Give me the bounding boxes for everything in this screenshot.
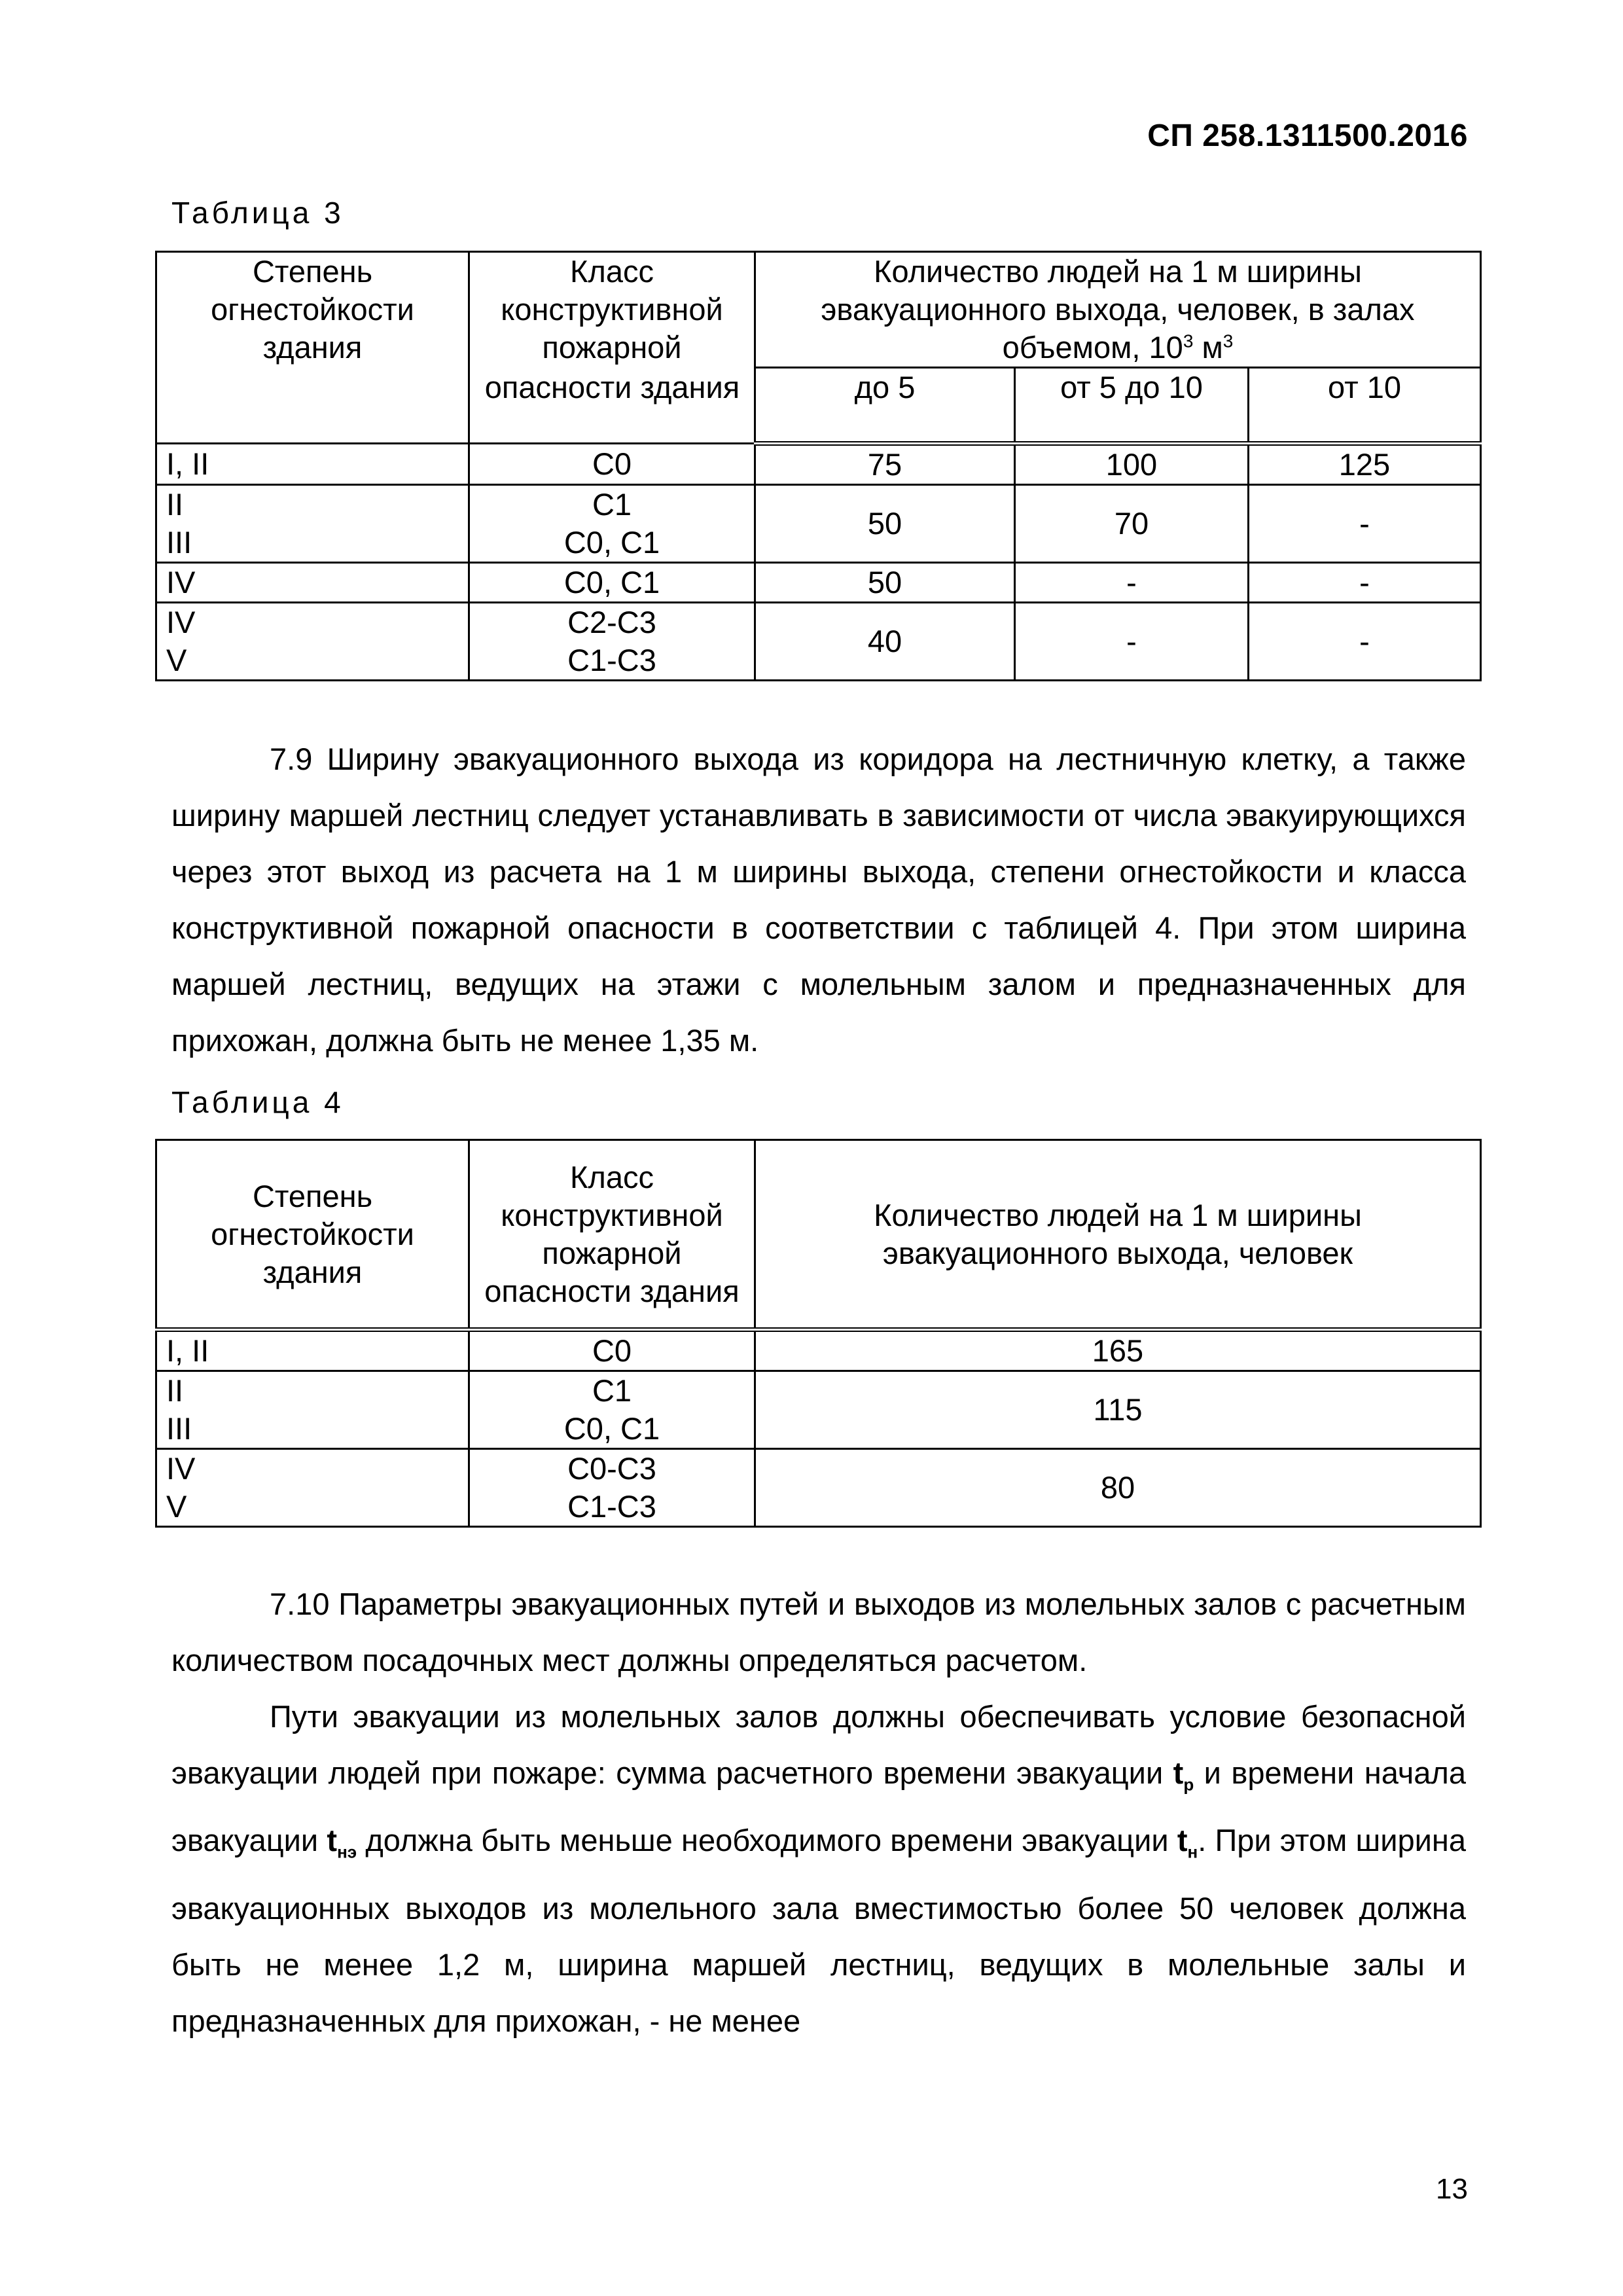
table4-header-class: Класс конструктивной пожарной опасности здания [469, 1140, 755, 1330]
cell: 165 [755, 1330, 1481, 1371]
table-row [156, 485, 1481, 563]
cell: I, II [156, 444, 469, 485]
cell: 50 [755, 563, 1015, 603]
cell: 100 [1015, 444, 1249, 485]
cell: 80 [755, 1449, 1481, 1527]
cell: I, II [156, 1330, 469, 1371]
table-row [156, 1371, 1481, 1449]
table3-sub-header: до 5 [755, 368, 1015, 444]
page-number: 13 [1436, 2173, 1468, 2205]
cell: IV [156, 563, 469, 603]
document-code: СП 258.1311500.2016 [1147, 118, 1468, 153]
cell: - [1015, 563, 1249, 603]
table-row [156, 603, 1481, 681]
cell: II III [156, 485, 469, 563]
cell: - [1249, 563, 1481, 603]
cell: 40 [755, 603, 1015, 681]
table-row [156, 1330, 1481, 1371]
table4-caption: Таблица 4 [171, 1085, 344, 1119]
cell: С0 [469, 444, 755, 485]
table-row [156, 563, 1481, 603]
cell: С2-С3 С1-С3 [469, 603, 755, 681]
paragraph-7-9: 7.9 Ширину эвакуационного выхода из коридора на лестничную клетку, а также ширину маршей лестниц следует устанавливать в зависимости от числа эвакуирующихся через этот выход из расчета на 1 м ширины выхода, степени огнестойкости и класса конструктивной пожарной опасности в соответствии с таблицей 4. При этом ширина маршей лестниц, ведущих на этажи с молельным залом и предназначенных для прихожан, должна быть не менее 1,35 м. [171, 742, 1466, 1058]
paragraph-evacuation-paths: Пути эвакуации из молельных залов должны обеспечивать условие безопасной эвакуации людей при пожаре: сумма расчетного времени эвакуации $t_р$ и времени начала эвакуации $t_{нэ}$ должна быть меньше необходимого времени эвакуации $t_н$. При этом ширина эвакуационных выходов из молельного зала вместимостью более 50 человек должна быть не менее 1,2 м, ширина маршей лестниц, ведущих в молельные залы и предназначенных для прихожан, - не менее [171, 1699, 1466, 2038]
table4 [155, 1139, 1482, 1528]
table3-header-degree: Степень огнестойкости здания [156, 252, 469, 444]
cell: - [1249, 603, 1481, 681]
symbol-tp: $t_р$ [1173, 1755, 1194, 1795]
cell: - [1249, 485, 1481, 563]
table-row [156, 444, 1481, 485]
symbol-tne: $t_{нэ}$ [327, 1823, 357, 1862]
cell: С0-С3 С1-С3 [469, 1449, 755, 1527]
table3-header-class-cont: опасности здания [484, 370, 740, 404]
cell: IV V [156, 603, 469, 681]
cell: 50 [755, 485, 1015, 563]
table3-caption: Таблица 3 [171, 196, 344, 230]
table4-header-count: Количество людей на 1 м ширины эвакуационного выхода, человек [755, 1140, 1481, 1330]
cell: IV V [156, 1449, 469, 1527]
cell: - [1015, 603, 1249, 681]
cell: 115 [755, 1371, 1481, 1449]
cell: 125 [1249, 444, 1481, 485]
table4-header-degree: Степень огнестойкости здания [156, 1140, 469, 1330]
cell: С1 С0, С1 [469, 1371, 755, 1449]
symbol-tn: $t_н$ [1177, 1823, 1198, 1862]
table3-header-class: Класс конструктивной пожарной [469, 252, 755, 444]
cell: 75 [755, 444, 1015, 485]
cell: С0 [469, 1330, 755, 1371]
paragraph-7-10: 7.10 Параметры эвакуационных путей и выходов из молельных залов с расчетным количеством посадочных мест должны определяться расчетом. [171, 1587, 1466, 1677]
table3-header-group: Количество людей на 1 м ширины эвакуационного выхода, человек, в залах объемом, $10^3$ $м^3$ [755, 252, 1481, 368]
table-row [156, 1449, 1481, 1527]
cell: 70 [1015, 485, 1249, 563]
table3-sub-header: от 5 до 10 [1015, 368, 1249, 444]
table3-sub-header: от 10 [1249, 368, 1481, 444]
cell: С0, С1 [469, 563, 755, 603]
cell: С1 С0, С1 [469, 485, 755, 563]
table3 [155, 251, 1482, 681]
cell: II III [156, 1371, 469, 1449]
